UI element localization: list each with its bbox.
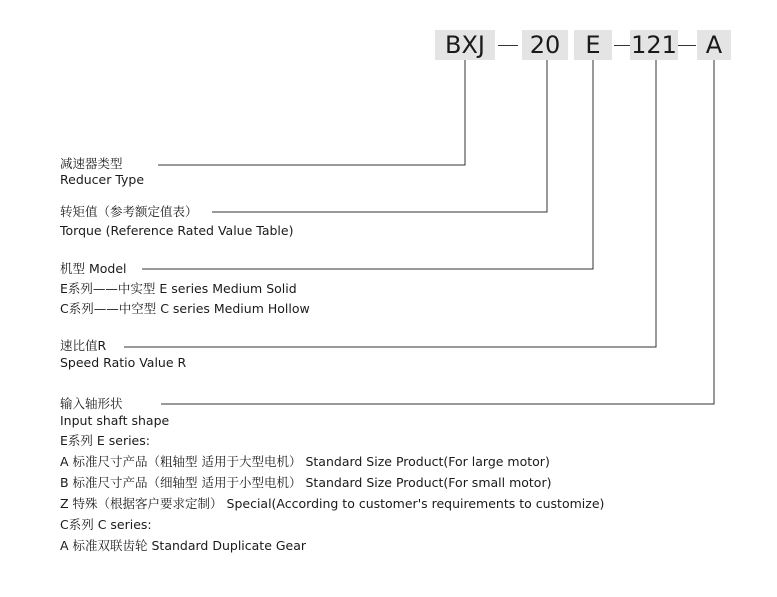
code-torque: 20 (522, 30, 568, 60)
label-shaft-en: Input shaft shape (60, 413, 170, 428)
label-reducer-type-cn: 减速器类型 (60, 156, 123, 171)
label-option-a: A 标准尺寸产品（粗轴型 适用于大型电机） Standard Size Product(For large motor) (60, 454, 550, 469)
label-c-series: C系列 C series: (60, 517, 152, 532)
label-option-b: B 标准尺寸产品（细轴型 适用于小型电机） Standard Size Product(For small motor) (60, 475, 552, 490)
label-torque-cn: 转矩值（参考额定值表） (60, 204, 198, 219)
label-shaft-cn: 输入轴形状 (60, 396, 123, 411)
leader-line-reducer-type (158, 60, 465, 165)
code-speed-ratio: 121 (631, 31, 677, 59)
code-shaft-shape: A (697, 30, 731, 60)
label-reducer-type-en: Reducer Type (60, 172, 145, 187)
label-torque-en: Torque (Reference Rated Value Table) (60, 223, 294, 238)
label-model-c: C系列——中空型 C series Medium Hollow (60, 301, 310, 316)
label-model: 机型 Model (60, 261, 127, 276)
label-speed-ratio-en: Speed Ratio Value R (60, 355, 187, 370)
label-model-e: E系列——中实型 E series Medium Solid (60, 281, 297, 296)
label-e-series: E系列 E series: (60, 433, 150, 448)
label-option-z: Z 特殊（根据客户要求定制） Special(According to customer's requirements to customize) (60, 496, 605, 511)
label-speed-ratio-cn: 速比值R (60, 338, 107, 353)
code-model: E (574, 30, 612, 60)
code-reducer-type: BXJ (435, 30, 495, 60)
label-option-c-a: A 标准双联齿轮 Standard Duplicate Gear (60, 538, 307, 553)
leader-line-torque (212, 60, 547, 212)
